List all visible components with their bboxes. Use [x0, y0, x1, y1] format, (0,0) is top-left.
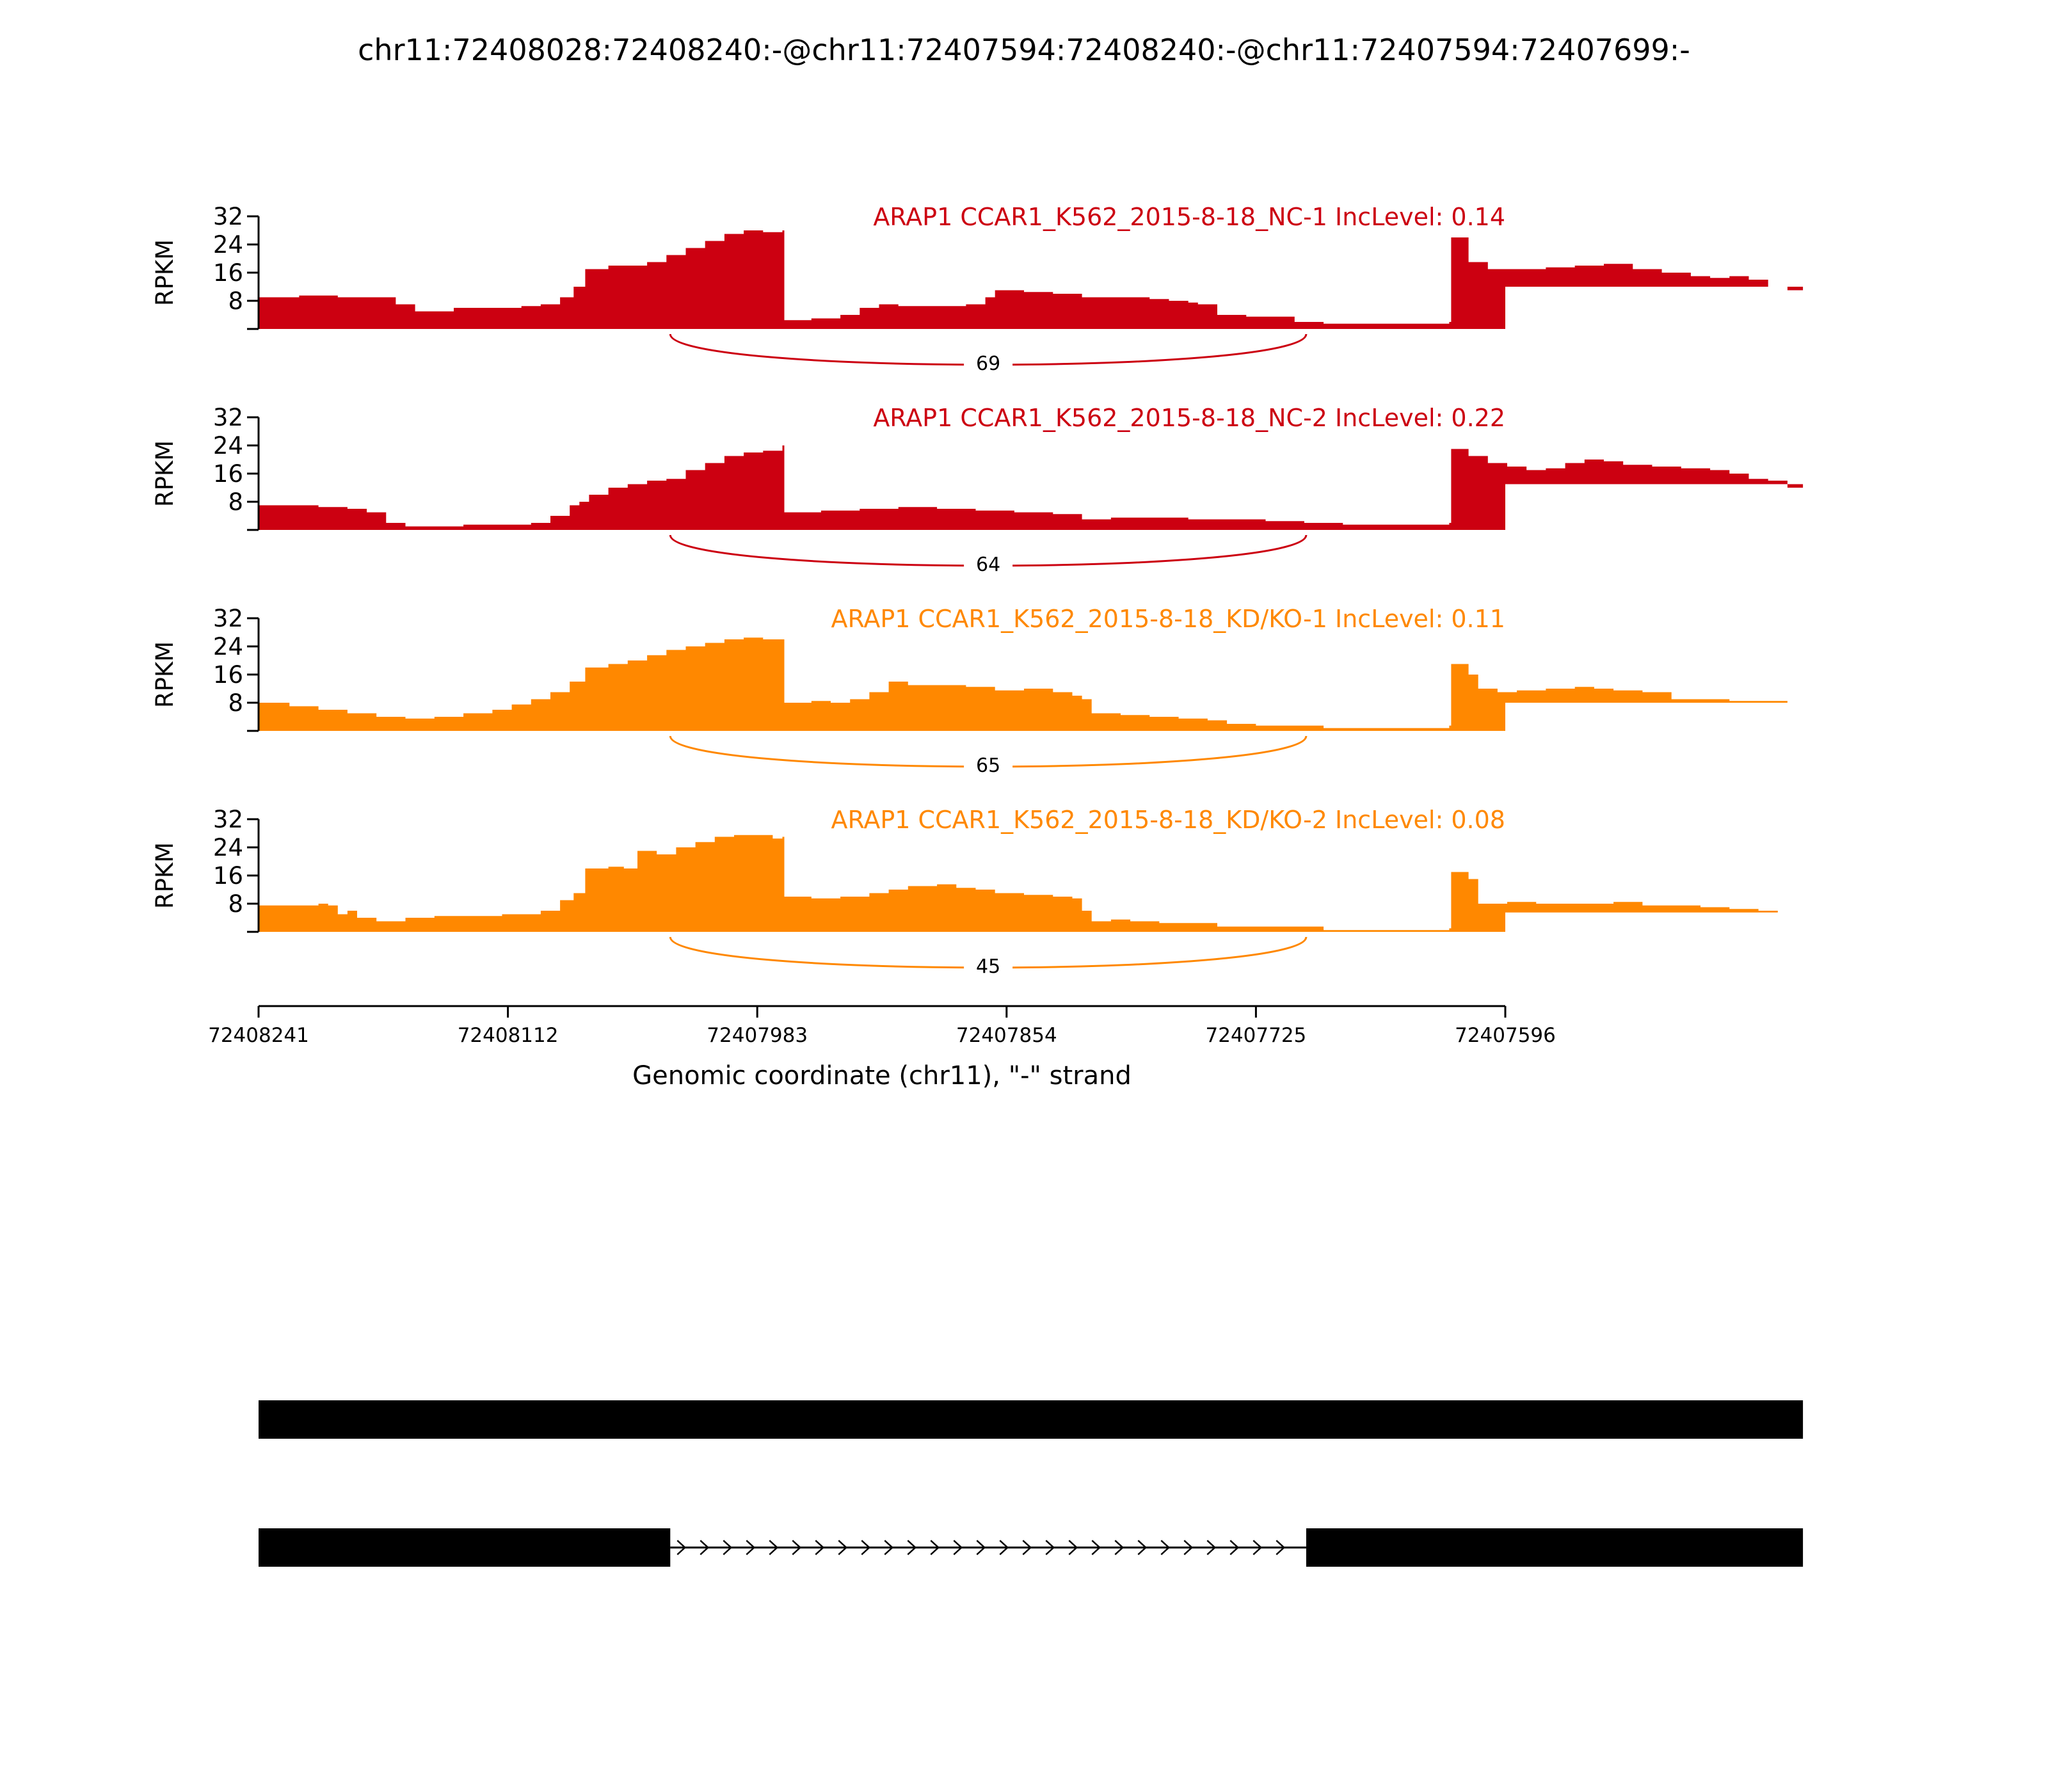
y-tick-label: 32: [212, 806, 243, 833]
junction-count-label: 65: [976, 755, 1001, 777]
panel-label: ARAP1 CCAR1_K562_2015-8-18_NC-1 IncLevel: 0.14: [873, 203, 1505, 231]
panel-label: ARAP1 CCAR1_K562_2015-8-18_NC-2 IncLevel: 0.22: [873, 404, 1505, 432]
y-tick-label: 16: [212, 460, 243, 488]
panel-label: ARAP1 CCAR1_K562_2015-8-18_KD/KO-1 IncLevel: 0.11: [831, 605, 1505, 633]
y-tick-label: 8: [228, 488, 243, 516]
junction-count-label: 69: [976, 353, 1001, 375]
y-tick-label: 16: [212, 862, 243, 890]
exon-block: [259, 1400, 1803, 1439]
exon-block: [1306, 1528, 1803, 1567]
y-tick-label: 32: [212, 203, 243, 230]
panel-label: ARAP1 CCAR1_K562_2015-8-18_KD/KO-2 IncLevel: 0.08: [831, 806, 1505, 834]
x-tick-label: 72407983: [707, 1024, 808, 1047]
x-tick-label: 72407596: [1455, 1024, 1556, 1047]
gene-model-1: [259, 1400, 1803, 1439]
x-tick-label: 72407854: [956, 1024, 1057, 1047]
x-tick-label: 72407725: [1205, 1024, 1307, 1047]
junction-count-label: 45: [976, 956, 1001, 978]
y-axis-label: RPKM: [151, 842, 179, 909]
y-axis-label: RPKM: [151, 239, 179, 307]
y-axis-label: RPKM: [151, 440, 179, 508]
exon-block: [259, 1528, 670, 1567]
figure-title: chr11:72408028:72408240:-@chr11:72407594:72408240:-@chr11:72407594:72407699:-: [358, 33, 1690, 67]
y-tick-label: 32: [212, 404, 243, 431]
x-tick-label: 72408112: [457, 1024, 559, 1047]
y-tick-label: 16: [212, 661, 243, 689]
y-tick-label: 16: [212, 259, 243, 287]
y-tick-label: 24: [212, 231, 243, 259]
x-tick-label: 72408241: [208, 1024, 309, 1047]
x-axis-title: Genomic coordinate (chr11), "-" strand: [632, 1061, 1132, 1091]
y-tick-label: 24: [212, 432, 243, 460]
y-tick-label: 8: [228, 890, 243, 918]
y-tick-label: 24: [212, 633, 243, 660]
y-tick-label: 8: [228, 287, 243, 315]
junction-count-label: 64: [976, 554, 1001, 576]
y-tick-label: 24: [212, 834, 243, 861]
y-axis-label: RPKM: [151, 641, 179, 708]
y-tick-label: 32: [212, 605, 243, 632]
y-tick-label: 8: [228, 689, 243, 717]
